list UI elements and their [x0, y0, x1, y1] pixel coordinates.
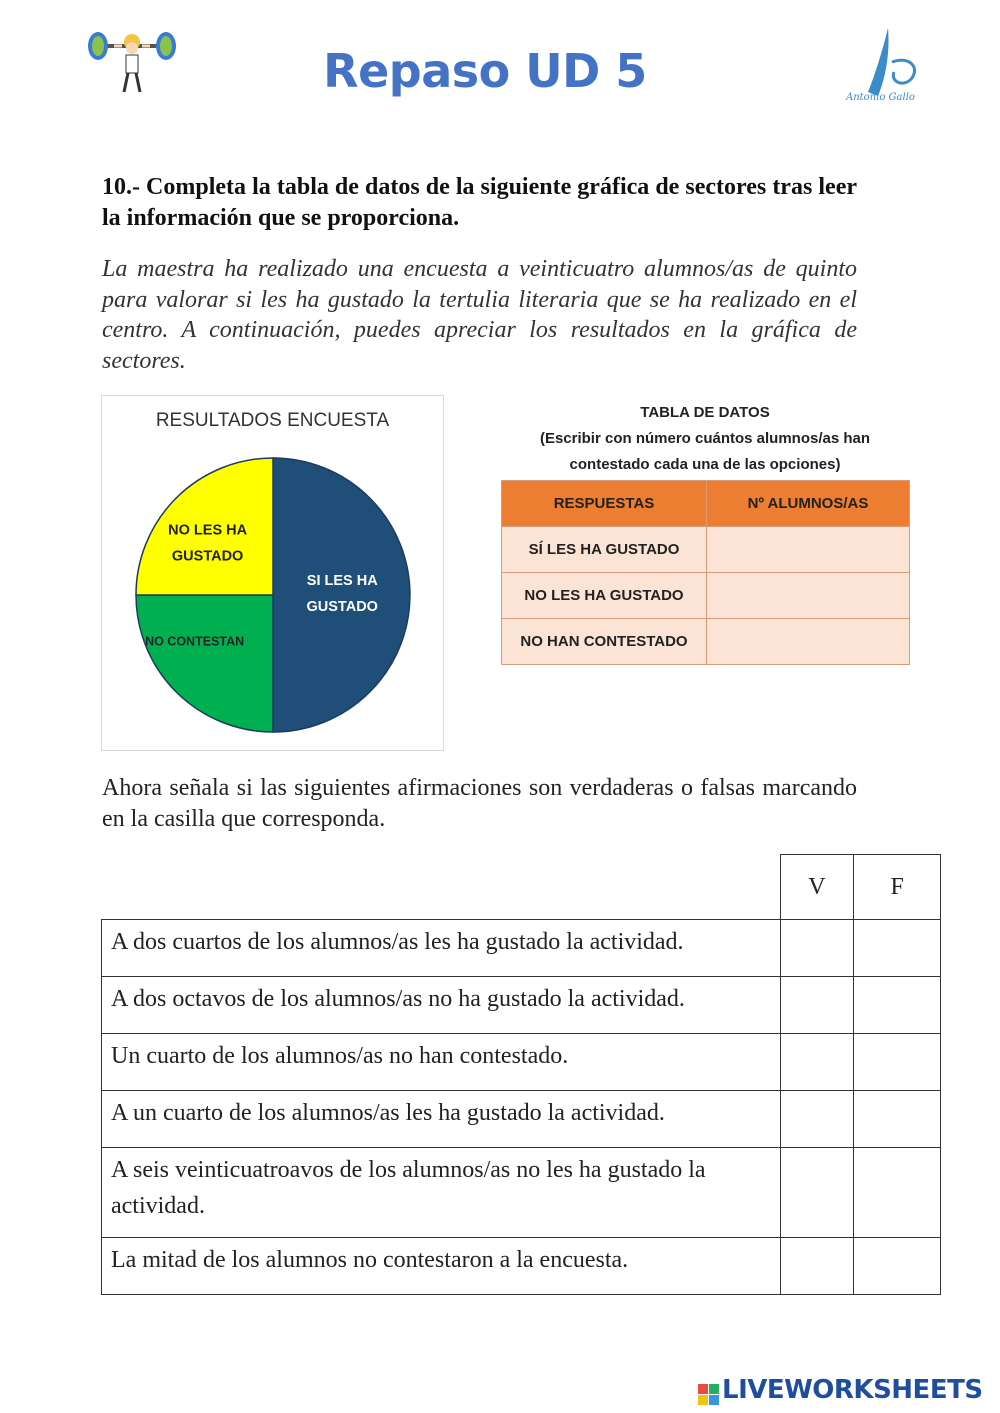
vf-header-row	[102, 855, 941, 920]
checkbox-f[interactable]	[854, 1034, 941, 1091]
answer-cell-si-gustado[interactable]	[707, 527, 910, 573]
data-table-heading	[500, 400, 910, 478]
table-row	[102, 920, 941, 977]
header-f: F	[854, 855, 941, 920]
table-row	[102, 1034, 941, 1091]
row-label: NO HAN CONTESTADO	[502, 619, 707, 665]
checkbox-f[interactable]	[854, 1238, 941, 1295]
pie-slice-label: NO CONTESTAN	[145, 634, 245, 649]
table-row	[102, 1091, 941, 1148]
checkbox-v[interactable]	[780, 1238, 854, 1295]
chart-title: RESULTADOS ENCUESTA	[155, 410, 390, 431]
data-table-heading-line: (Escribir con número cuántos alumnos/as han	[539, 430, 871, 447]
pie-chart	[101, 395, 444, 751]
pie-slice-label: SI LES HA GUSTADO	[306, 573, 378, 615]
statement: A seis veinticuatroavos de los alumnos/as no les ha gustado la actividad.	[102, 1148, 781, 1238]
statement: Un cuarto de los alumnos/as no han contestado.	[102, 1034, 781, 1091]
vf-header-blank	[102, 855, 781, 920]
liveworksheets-brand[interactable]: LIVEWORKSHEETS	[722, 1375, 983, 1405]
header-v: V	[780, 855, 854, 920]
author-logo-icon	[838, 22, 936, 110]
page-title: Repaso UD 5	[323, 44, 647, 98]
answer-cell-no-gustado[interactable]	[707, 573, 910, 619]
data-table	[501, 480, 910, 665]
checkbox-v[interactable]	[780, 977, 854, 1034]
instruction-text: Ahora señala si las siguientes afirmaciones son verdaderas o falsas marcando en la casilla que corresponda.	[102, 775, 857, 832]
checkbox-v[interactable]	[780, 1034, 854, 1091]
data-table-heading-line: TABLA DE DATOS	[640, 404, 770, 421]
row-label: NO LES HA GUSTADO	[502, 573, 707, 619]
header-respuestas: RESPUESTAS	[502, 481, 707, 527]
table-row	[102, 1148, 941, 1238]
table-row	[502, 619, 910, 665]
statement: A dos cuartos de los alumnos/as les ha gustado la actividad.	[102, 920, 781, 977]
checkbox-v[interactable]	[780, 1148, 854, 1238]
table-row	[502, 527, 910, 573]
checkbox-f[interactable]	[854, 977, 941, 1034]
true-false-table	[101, 854, 941, 1295]
checkbox-v[interactable]	[780, 920, 854, 977]
answer-cell-no-contestado[interactable]	[707, 619, 910, 665]
checkbox-f[interactable]	[854, 1091, 941, 1148]
table-row	[102, 977, 941, 1034]
liveworksheets-logo-icon	[697, 1376, 721, 1410]
question-title: 10.- Completa la tabla de datos de la siguiente gráfica de sectores tras leer la información que se proporciona.	[102, 174, 857, 231]
pie-slice	[136, 595, 273, 732]
question-text: La maestra ha realizado una encuesta a veinticuatro alumnos/as de quinto para valorar si les ha gustado la tertulia literaria que se ha realizado en el centro. A continuación, puedes apreciar los resultados en la gráfica de sectores.	[102, 256, 857, 374]
table-row	[102, 1238, 941, 1295]
statement: A dos octavos de los alumnos/as no ha gustado la actividad.	[102, 977, 781, 1034]
data-table-header-row	[502, 481, 910, 527]
statement: A un cuarto de los alumnos/as les ha gustado la actividad.	[102, 1091, 781, 1148]
header-num-alumnos: Nº ALUMNOS/AS	[707, 481, 910, 527]
checkbox-f[interactable]	[854, 920, 941, 977]
pie-slice	[273, 458, 410, 732]
statement: La mitad de los alumnos no contestaron a la encuesta.	[102, 1238, 781, 1295]
checkbox-v[interactable]	[780, 1091, 854, 1148]
author-logo-text: Antonio Gallo	[846, 92, 915, 103]
pie-slice-label: NO LES HA GUSTADO	[168, 522, 248, 565]
data-table-heading-line: contestado cada una de las opciones)	[569, 456, 841, 473]
row-label: SÍ LES HA GUSTADO	[502, 527, 707, 573]
checkbox-f[interactable]	[854, 1148, 941, 1238]
table-row	[502, 573, 910, 619]
